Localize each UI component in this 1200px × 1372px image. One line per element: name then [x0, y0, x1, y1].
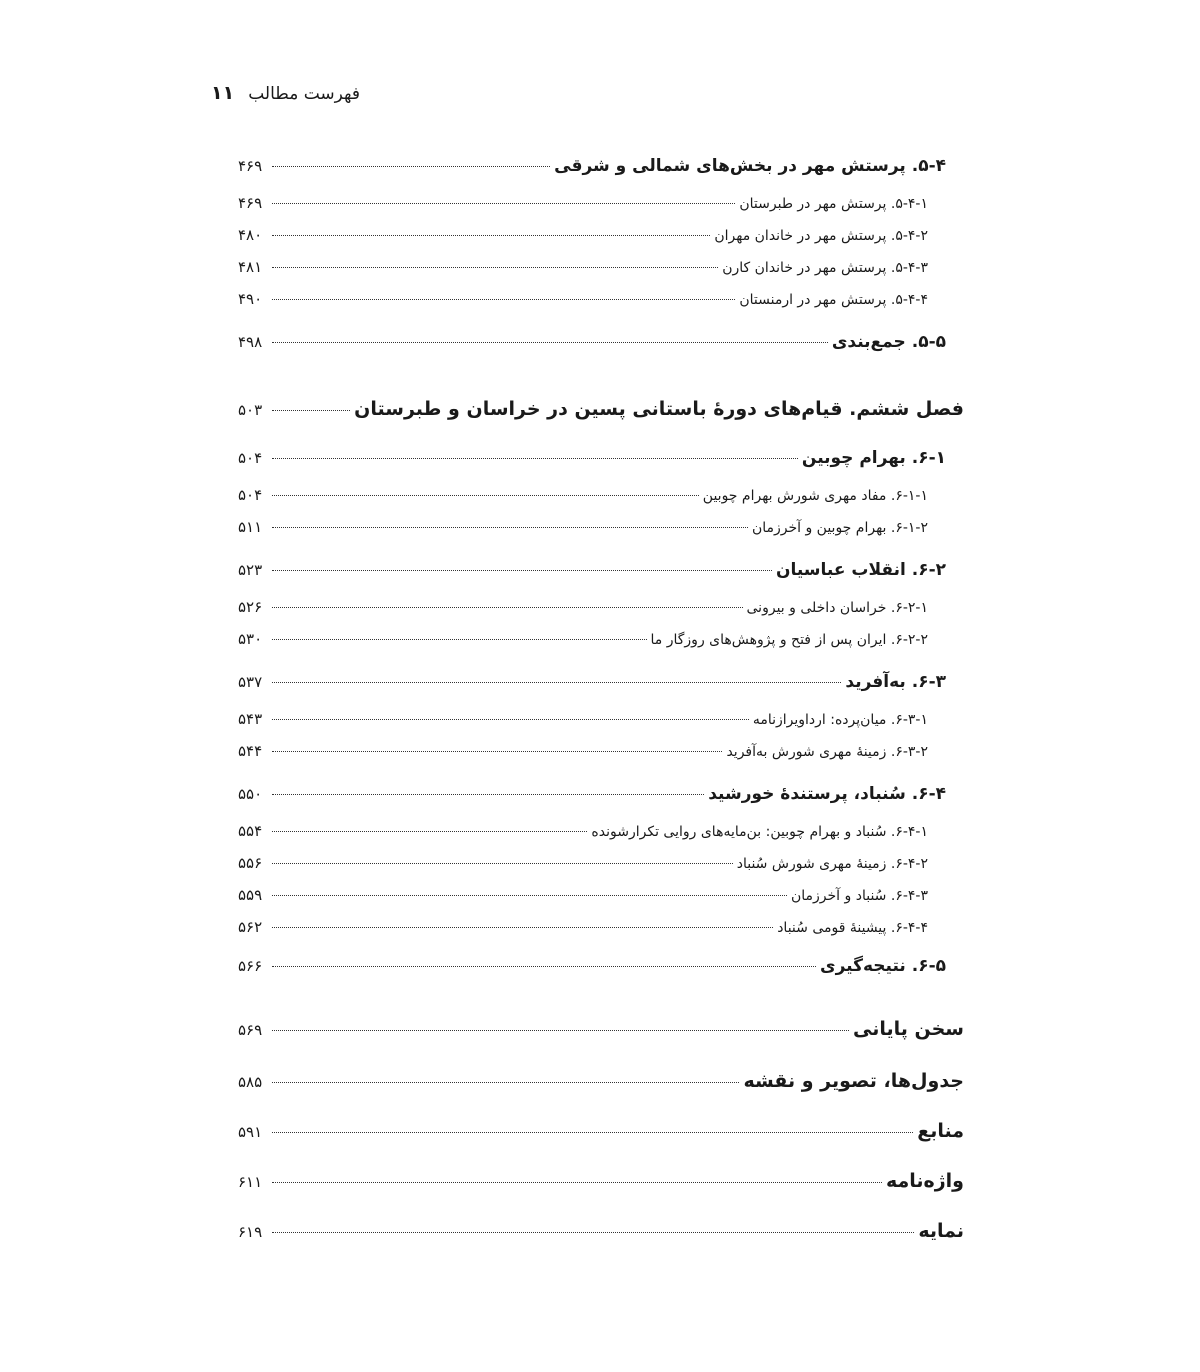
dot-leader: [272, 719, 749, 720]
toc-epilogue[interactable]: [238, 1018, 964, 1048]
dot-leader: [272, 299, 735, 300]
toc-sources[interactable]: [238, 1120, 964, 1150]
toc-entry-page: ۵۰۴: [238, 486, 263, 504]
toc-entry-label: منابع: [917, 1120, 964, 1142]
toc-entry-page: ۵۴۴: [238, 742, 263, 760]
dot-leader: [272, 527, 748, 528]
toc-entry-page: ۵۳۰: [238, 630, 263, 648]
toc-entry-page: ۵۴۳: [238, 710, 263, 728]
toc-entry-page: ۵۳۷: [238, 673, 263, 691]
dot-leader: [272, 495, 699, 496]
toc-entry-6-2-2[interactable]: [238, 630, 928, 660]
toc-entry-label: ۶-۴-۱. سُنباد و بهرام چوبین: بن‌مایه‌های روایی تکرارشونده: [591, 824, 928, 840]
toc-entry-5-4-1[interactable]: [238, 194, 928, 224]
toc-entry-5-4-4[interactable]: [238, 290, 928, 320]
toc-entry-label: سخن پایانی: [853, 1018, 964, 1040]
toc-entry-6-4-4[interactable]: [238, 918, 928, 948]
toc-entry-6-4[interactable]: [238, 784, 946, 814]
toc-entry-6-1-1[interactable]: [238, 486, 928, 516]
toc-entry-label: ۶-۱-۲. بهرام چوبین و آخرزمان: [751, 520, 928, 536]
dot-leader: [272, 1232, 914, 1233]
dot-leader: [272, 1182, 882, 1183]
dot-leader: [272, 966, 816, 967]
toc-tables-figures[interactable]: [238, 1070, 964, 1100]
dot-leader: [272, 166, 550, 167]
dot-leader: [272, 410, 350, 411]
toc-entry-label: ۵-۴-۳. پرستش مهر در خاندان کارن: [722, 260, 928, 276]
dot-leader: [272, 607, 743, 608]
toc-entry-6-2[interactable]: [238, 560, 946, 590]
toc-entry-label: ۵-۴-۴. پرستش مهر در ارمنستان: [739, 292, 928, 308]
toc-entry-6-2-1[interactable]: [238, 598, 928, 628]
toc-entry-page: ۴۸۰: [238, 226, 263, 244]
toc-glossary[interactable]: [238, 1170, 964, 1200]
toc-entry-label: ۶-۱. بهرام چوبین: [801, 448, 946, 468]
dot-leader: [272, 342, 828, 343]
toc-entry-5-4[interactable]: [238, 156, 946, 186]
toc-entry-label: ۶-۲-۲. ایران پس از فتح و پژوهش‌های روزگار ما: [650, 632, 928, 648]
dot-leader: [272, 203, 735, 204]
toc-entry-6-3-2[interactable]: [238, 742, 928, 772]
toc-entry-label: ۵-۴-۲. پرستش مهر در خاندان مهران: [714, 228, 928, 244]
dot-leader: [272, 1082, 739, 1083]
dot-leader: [272, 458, 798, 459]
dot-leader: [272, 751, 722, 752]
toc-chapter-6[interactable]: [238, 398, 964, 428]
dot-leader: [272, 1030, 849, 1031]
dot-leader: [272, 570, 772, 571]
toc-entry-label: ۶-۳-۱. میان‌پرده: ارداویرازنامه: [752, 712, 928, 728]
toc-entry-page: ۴۶۹: [238, 194, 263, 212]
toc-entry-page: ۵۱۱: [238, 518, 263, 536]
toc-entry-page: ۴۹۸: [238, 333, 263, 351]
toc-entry-page: ۴۶۹: [238, 157, 263, 175]
toc-entry-6-3-1[interactable]: [238, 710, 928, 740]
toc-entry-6-4-3[interactable]: [238, 886, 928, 916]
toc-entry-page: ۵۶۶: [238, 957, 263, 975]
toc-entry-label: ۶-۳-۲. زمینهٔ مهری شورش به‌آفرید: [726, 744, 928, 760]
toc-entry-6-4-1[interactable]: [238, 822, 928, 852]
toc-entry-page: ۵۵۹: [238, 886, 263, 904]
header-page-number: ۱۱: [211, 82, 235, 104]
toc-entry-page: ۵۵۴: [238, 822, 263, 840]
dot-leader: [272, 831, 587, 832]
toc-entry-label: ۶-۳. به‌آفرید: [845, 672, 946, 692]
toc-entry-label: واژه‌نامه: [885, 1170, 964, 1192]
toc-entry-page: ۴۹۰: [238, 290, 263, 308]
dot-leader: [272, 794, 704, 795]
toc-entry-page: ۵۵۶: [238, 854, 263, 872]
toc-entry-label: نمایه: [918, 1220, 964, 1242]
toc-entry-5-4-3[interactable]: [238, 258, 928, 288]
toc-entry-6-1[interactable]: [238, 448, 946, 478]
toc-entry-label: جدول‌ها، تصویر و نقشه: [743, 1070, 964, 1092]
toc-entry-page: ۴۸۱: [238, 258, 263, 276]
toc-entry-label: فصل ششم. قیام‌های دورهٔ باستانی پسین در خراسان و طبرستان: [354, 398, 964, 420]
dot-leader: [272, 927, 773, 928]
toc-entry-label: ۶-۴-۲. زمینهٔ مهری شورش سُنباد: [736, 856, 928, 872]
dot-leader: [272, 235, 710, 236]
dot-leader: [272, 682, 841, 683]
toc-index[interactable]: [238, 1220, 964, 1250]
toc-entry-page: ۵۰۴: [238, 449, 263, 467]
dot-leader: [272, 895, 787, 896]
dot-leader: [272, 863, 733, 864]
toc-entry-5-4-2[interactable]: [238, 226, 928, 256]
toc-entry-page: ۵۶۲: [238, 918, 263, 936]
dot-leader: [272, 267, 718, 268]
toc-entry-label: ۶-۴-۳. سُنباد و آخرزمان: [791, 888, 928, 904]
toc-entry-6-3[interactable]: [238, 672, 946, 702]
dot-leader: [272, 1132, 913, 1133]
toc-entry-5-5[interactable]: [238, 332, 946, 362]
toc-entry-label: ۶-۴. سُنباد، پرستندهٔ خورشید: [708, 784, 946, 804]
toc-entry-label: ۶-۲. انقلاب عباسیان: [775, 560, 946, 580]
toc-entry-label: ۶-۲-۱. خراسان داخلی و بیرونی: [746, 600, 928, 616]
toc-entry-page: ۶۱۹: [238, 1223, 263, 1241]
dot-leader: [272, 639, 647, 640]
header-title: فهرست مطالب: [248, 84, 360, 104]
toc-entry-page: ۵۲۳: [238, 561, 263, 579]
toc-entry-label: ۵-۴-۱. پرستش مهر در طبرستان: [739, 196, 928, 212]
toc-entry-label: ۵-۵. جمع‌بندی: [831, 332, 946, 352]
toc-entry-label: ۵-۴. پرستش مهر در بخش‌های شمالی و شرقی: [554, 156, 946, 176]
toc-entry-page: ۵۵۰: [238, 785, 263, 803]
toc-entry-page: ۵۶۹: [238, 1021, 263, 1039]
toc-entry-page: ۵۸۵: [238, 1073, 263, 1091]
toc-entry-label: ۶-۵. نتیجه‌گیری: [820, 956, 946, 976]
toc-entry-label: ۶-۱-۱. مفاد مهری شورش بهرام چوبین: [702, 488, 928, 504]
toc-entry-page: ۵۹۱: [238, 1123, 263, 1141]
toc-entry-label: ۶-۴-۴. پیشینهٔ قومی سُنباد: [777, 920, 928, 936]
toc-entry-6-5[interactable]: [238, 956, 946, 986]
toc-entry-page: ۶۱۱: [238, 1173, 263, 1191]
toc-entry-page: ۵۰۳: [238, 401, 263, 419]
toc-entry-page: ۵۲۶: [238, 598, 263, 616]
toc-entry-6-1-2[interactable]: [238, 518, 928, 548]
toc-entry-6-4-2[interactable]: [238, 854, 928, 884]
